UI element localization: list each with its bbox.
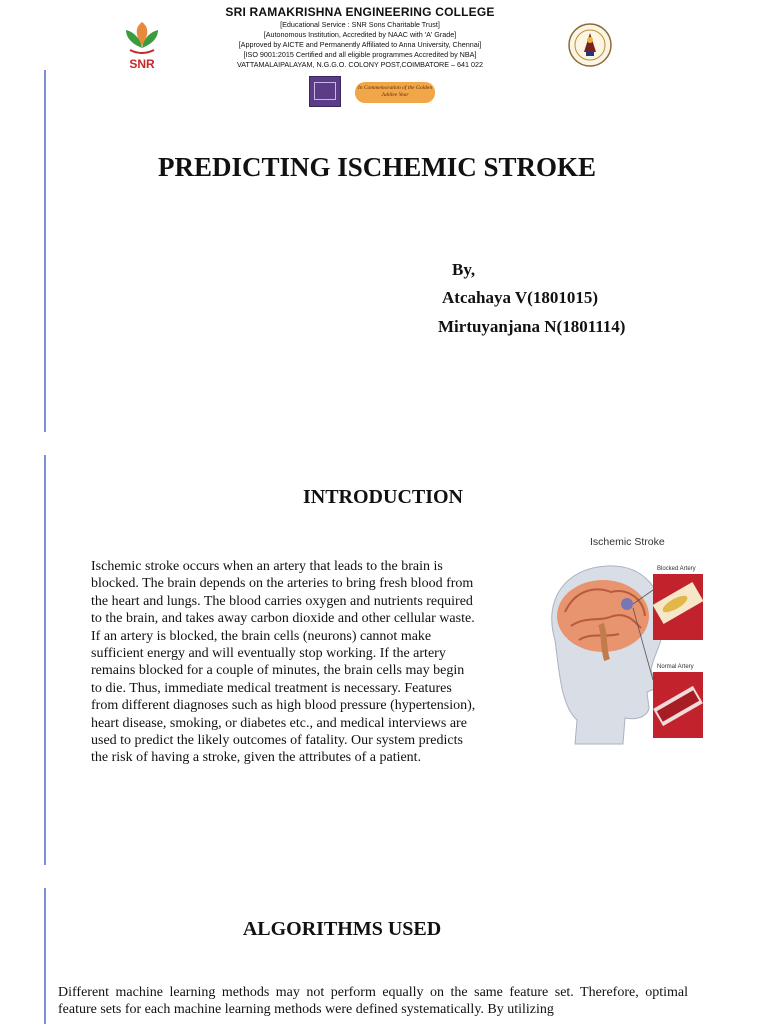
college-approval-line: [Approved by AICTE and Permanently Affiliated to Anna University, Chennai] bbox=[238, 40, 482, 49]
introduction-paragraph: Ischemic stroke occurs when an artery that leads to the brain is blocked. The brain depends on the arteries to bring fresh blood from the heart and lungs. The blood carries oxygen and nutrients required to the brain, and takes away carbon dioxide and other cellular waste. If an artery is blocked, the brain cells (neurons) cannot make sufficient energy and will eventually stop working. If the artery remains blocked for a couple of minutes, the brain cells may begin to die. Thus, immediate medical treatment is necessary. Features from different diagnoses such as high blood pressure (hypertension), heart disease, smoking, or diabetes etc., and medical interviews are used to predict the likely outcomes of fatality. Our system predicts the risk of having a stroke, given the attributes of a patient. bbox=[91, 559, 476, 766]
by-label: By, bbox=[452, 260, 476, 279]
college-seal-logo bbox=[565, 22, 615, 68]
blocked-artery-label: Blocked Artery bbox=[657, 566, 696, 572]
ischemic-stroke-figure bbox=[535, 530, 715, 760]
college-accreditation-line: [Autonomous Institution, Accredited by NAAC with 'A' Grade] bbox=[263, 30, 457, 39]
college-iso-line: [ISO 9001:2015 Certified and all eligible programmes Accredited by NBA] bbox=[243, 50, 477, 59]
college-address-line: VATTAMALAIPALAYAM, N.G.G.O. COLONY POST,COIMBATORE – 641 022 bbox=[236, 60, 484, 69]
stroke-illustration bbox=[535, 530, 715, 760]
normal-artery-label: Normal Artery bbox=[657, 664, 694, 670]
author-name: Mirtuyanjana N(1801114) bbox=[438, 317, 626, 336]
algorithms-paragraph: Different machine learning methods may not perform equally on the same feature set. Therefore, optimal feature sets for each machine learning methods were defined systematically. By utilizing bbox=[58, 985, 688, 1018]
jubilee-book-icon bbox=[309, 76, 341, 107]
algorithms-heading: ALGORITHMS USED bbox=[242, 918, 442, 940]
golden-jubilee-badge: In Commemoration of the Golden Jubilee Year bbox=[355, 82, 435, 103]
snr-logo bbox=[112, 18, 172, 72]
author-name: Atcahaya V(1801015) bbox=[442, 288, 598, 307]
margin-bar bbox=[44, 70, 46, 432]
snr-logo-text: SNR bbox=[129, 57, 155, 71]
college-name: SRI RAMAKRISHNA ENGINEERING COLLEGE bbox=[225, 5, 495, 19]
margin-bar bbox=[44, 888, 46, 1024]
college-trust-line: [Educational Service : SNR Sons Charitable Trust] bbox=[280, 20, 440, 29]
introduction-heading: INTRODUCTION bbox=[302, 486, 464, 508]
document-title: PREDICTING ISCHEMIC STROKE bbox=[157, 152, 597, 182]
figure-title: Ischemic Stroke bbox=[590, 536, 665, 548]
margin-bar bbox=[44, 455, 46, 865]
